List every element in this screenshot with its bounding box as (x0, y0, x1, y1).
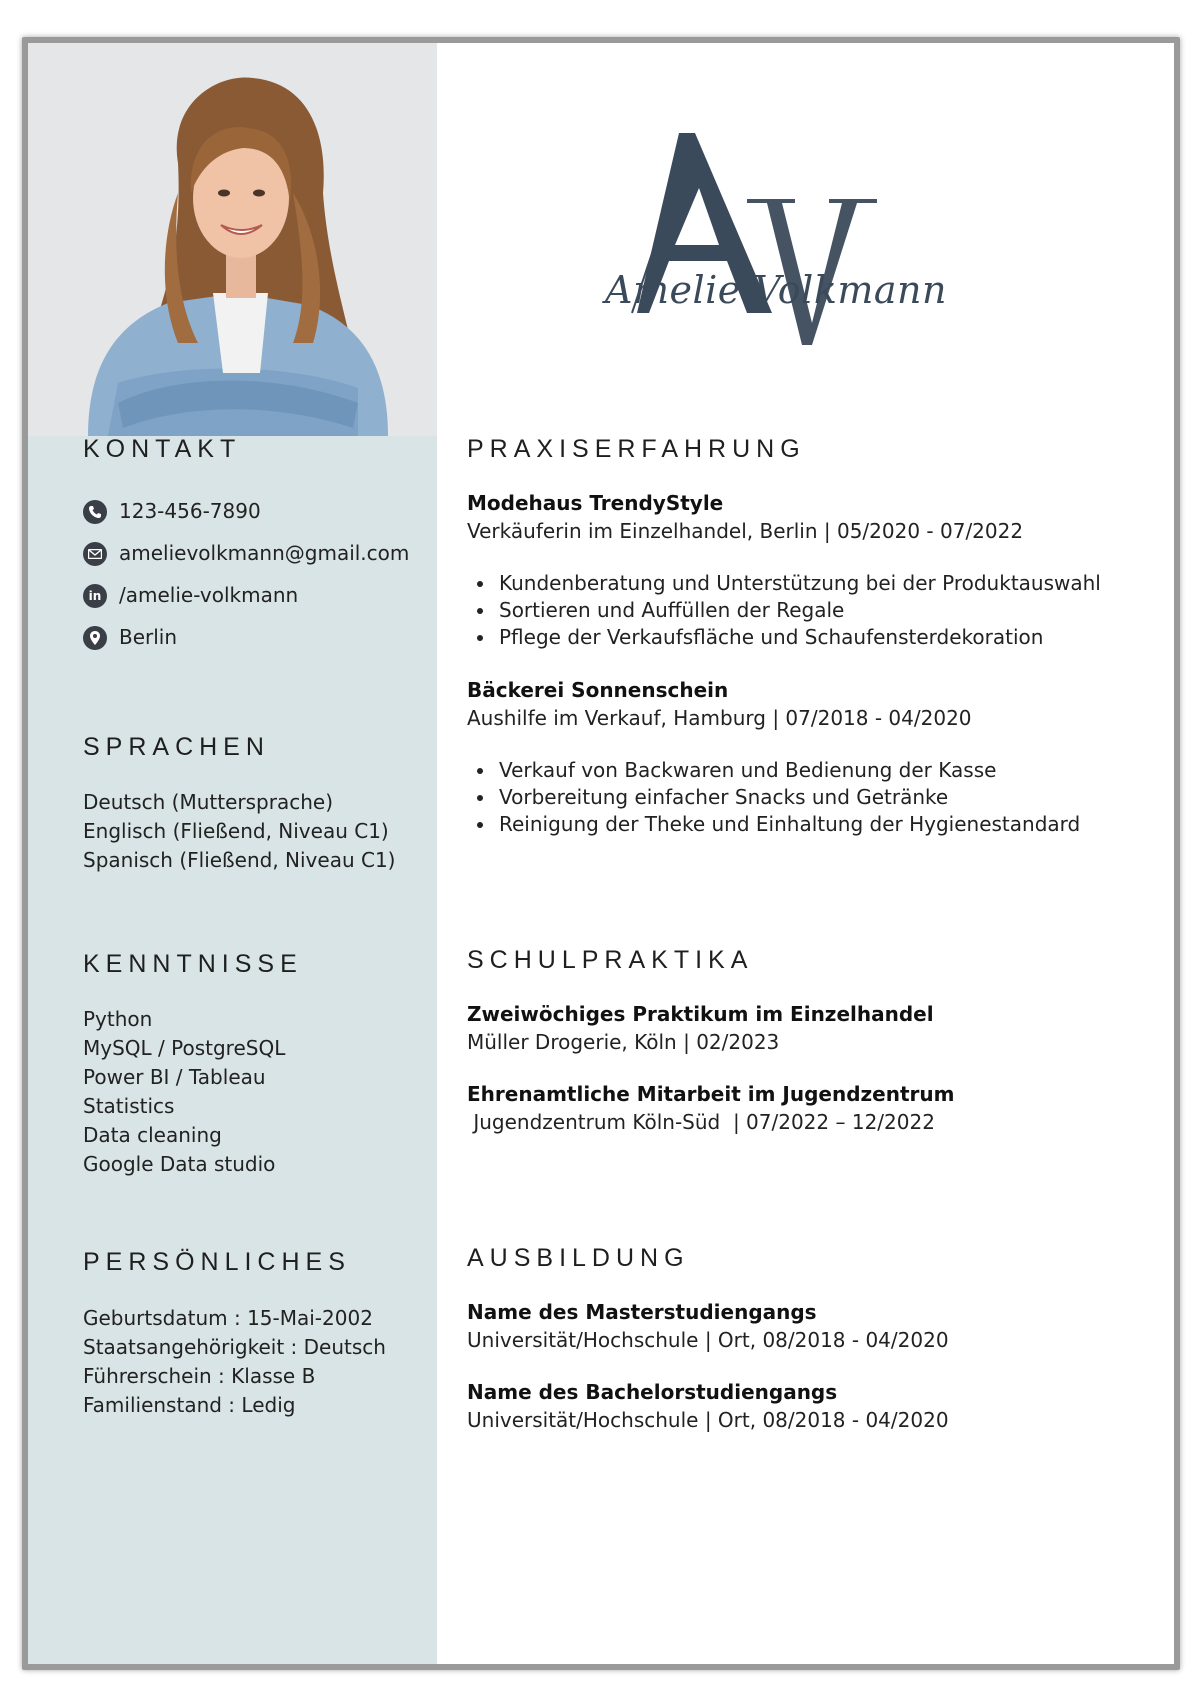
section-title-ausbildung: AUSBILDUNG (467, 1244, 690, 1272)
job-company: Modehaus TrendyStyle (467, 491, 724, 515)
sidebar (28, 43, 437, 1664)
persoenliches-list (83, 1304, 386, 1420)
portrait-illustration (28, 43, 437, 436)
praktikum-entry (467, 1080, 954, 1136)
list-item: Google Data studio (83, 1152, 276, 1176)
education-entry (467, 1378, 949, 1434)
bullet-item: Sortieren und Auffüllen der Regale (467, 597, 1101, 624)
email-icon (83, 542, 107, 566)
profile-photo (28, 43, 437, 436)
job-bullets (467, 570, 1101, 651)
praktikum-sub: Müller Drogerie, Köln | 02/2023 (467, 1030, 780, 1054)
degree-title: Name des Bachelorstudiengangs (467, 1380, 838, 1404)
section-title-sprachen: SPRACHEN (83, 733, 270, 761)
bullet-item: Pflege der Verkaufsfläche und Schaufensterdekoration (467, 624, 1101, 651)
main-content (437, 43, 1174, 1664)
list-item: Geburtsdatum : 15-Mai-2002 (83, 1306, 373, 1330)
praktikum-title: Zweiwöchiges Praktikum im Einzelhandel (467, 1002, 934, 1026)
section-title-kontakt: KONTAKT (83, 435, 242, 463)
sprachen-list (83, 788, 395, 875)
linkedin-icon: in (83, 584, 107, 608)
job-bullets (467, 757, 1080, 838)
contact-linkedin[interactable] (83, 581, 298, 610)
list-item: Familienstand : Ledig (83, 1393, 296, 1417)
location: Berlin (119, 625, 178, 649)
section-title-praxiserfahrung: PRAXISERFAHRUNG (467, 435, 806, 463)
phone-number: 123-456-7890 (119, 499, 261, 523)
bullet-item: Kundenberatung und Unterstützung bei der Produktauswahl (467, 570, 1101, 597)
phone-icon (83, 500, 107, 524)
list-item: MySQL / PostgreSQL (83, 1036, 286, 1060)
job-company: Bäckerei Sonnenschein (467, 678, 729, 702)
section-title-kenntnisse: KENNTNISSE (83, 950, 303, 978)
degree-sub: Universität/Hochschule | Ort, 08/2018 - 04/2020 (467, 1408, 949, 1432)
bullet-item: Verkauf von Backwaren und Bedienung der Kasse (467, 757, 1080, 784)
job-entry (467, 676, 972, 732)
section-title-schulpraktika: SCHULPRAKTIKA (467, 946, 754, 974)
contact-email[interactable] (83, 539, 409, 568)
list-item: Power BI / Tableau (83, 1065, 266, 1089)
praktikum-title: Ehrenamtliche Mitarbeit im Jugendzentrum (467, 1082, 955, 1106)
location-pin-icon (83, 626, 107, 650)
job-role: Aushilfe im Verkauf, Hamburg | 07/2018 - 04/2020 (467, 706, 972, 730)
degree-title: Name des Masterstudiengangs (467, 1300, 817, 1324)
kenntnisse-list (83, 1005, 285, 1179)
degree-sub: Universität/Hochschule | Ort, 08/2018 - 04/2020 (467, 1328, 949, 1352)
job-entry (467, 489, 1023, 545)
list-item: Statistics (83, 1094, 175, 1118)
list-item: Deutsch (Muttersprache) (83, 790, 333, 814)
job-role: Verkäuferin im Einzelhandel, Berlin | 05/2020 - 07/2022 (467, 519, 1024, 543)
list-item: Spanisch (Fließend, Niveau C1) (83, 848, 396, 872)
monogram-logo (607, 133, 907, 373)
email-address: amelievolkmann@gmail.com (119, 541, 410, 565)
name-signature: Amelie Volkmann (605, 268, 947, 312)
cv-page (22, 37, 1180, 1670)
section-title-persoenliches: PERSÖNLICHES (83, 1248, 351, 1276)
list-item: Python (83, 1007, 153, 1031)
list-item: Data cleaning (83, 1123, 222, 1147)
praktikum-entry (467, 1000, 934, 1056)
praktikum-sub: Jugendzentrum Köln-Süd | 07/2022 – 12/2022 (467, 1110, 935, 1134)
contact-location (83, 623, 177, 652)
contact-phone[interactable] (83, 497, 261, 526)
education-entry (467, 1298, 949, 1354)
list-item: Staatsangehörigkeit : Deutsch (83, 1335, 386, 1359)
linkedin-handle: /amelie-volkmann (119, 583, 299, 607)
bullet-item: Reinigung der Theke und Einhaltung der Hygienestandard (467, 811, 1080, 838)
list-item: Führerschein : Klasse B (83, 1364, 316, 1388)
bullet-item: Vorbereitung einfacher Snacks und Getränke (467, 784, 1080, 811)
list-item: Englisch (Fließend, Niveau C1) (83, 819, 389, 843)
